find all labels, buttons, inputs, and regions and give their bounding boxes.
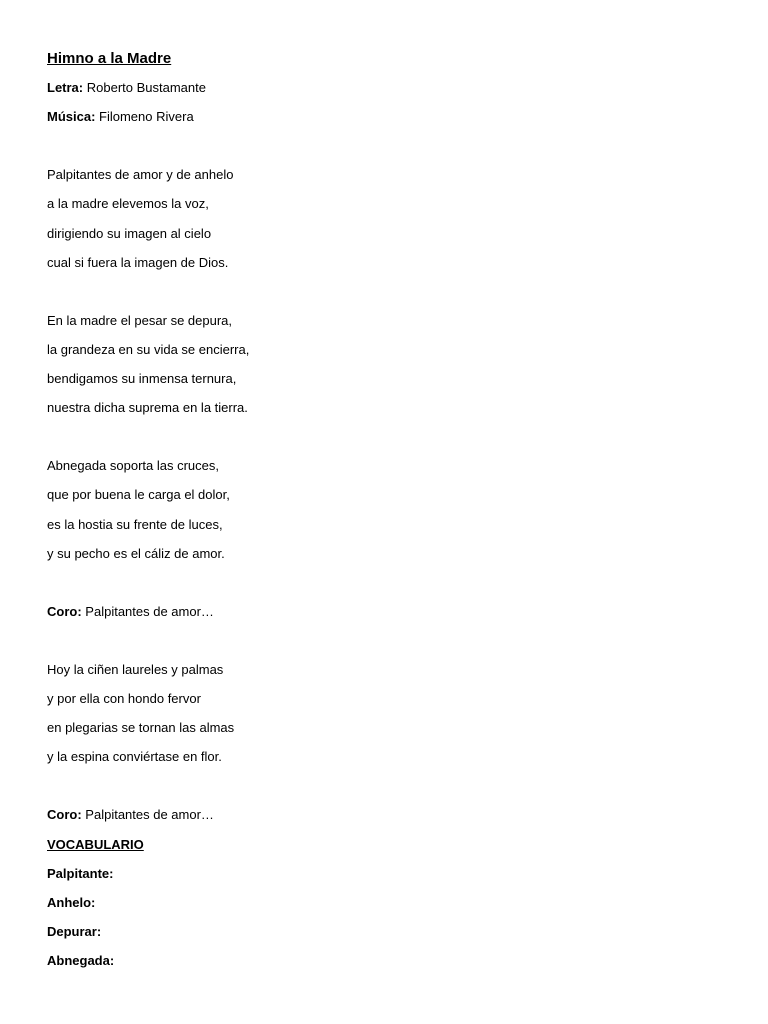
verse-line: la grandeza en su vida se encierra,: [47, 341, 250, 357]
spacer: [47, 131, 727, 160]
music-label: Música:: [47, 109, 96, 125]
spacer: [47, 626, 727, 655]
vocabulary-term: Abnegada:: [47, 952, 115, 968]
stanza-4: [47, 655, 727, 771]
verse-line: en plegarias se tornan las almas: [47, 720, 235, 736]
verse-line: cual si fuera la imagen de Dios.: [47, 254, 229, 270]
verse-line: a la madre elevemos la voz,: [47, 196, 209, 212]
lyrics-author: Roberto Bustamante: [86, 80, 206, 96]
verse-line: y su pecho es el cáliz de amor.: [47, 545, 225, 561]
verse-line: es la hostia su frente de luces,: [47, 516, 223, 532]
verse-line: dirigiendo su imagen al cielo: [47, 225, 212, 241]
stanza-1: [47, 160, 727, 276]
chorus-text: Palpitantes de amor…: [85, 603, 214, 619]
vocabulary-heading: VOCABULARIO: [47, 836, 144, 852]
lyrics-credit: [47, 73, 727, 102]
song-title: Himno a la Madre: [47, 50, 172, 67]
music-credit: [47, 102, 727, 131]
lyrics-label: Letra:: [47, 80, 84, 96]
verse-line: nuestra dicha suprema en la tierra.: [47, 400, 248, 416]
chorus-2: [47, 800, 727, 829]
verse-line: y por ella con hondo fervor: [47, 691, 201, 707]
stanza-2: [47, 306, 727, 422]
vocabulary-term: Depurar:: [47, 923, 102, 939]
vocabulary-list: [47, 859, 727, 975]
verse-line: bendigamos su inmensa ternura,: [47, 371, 237, 387]
vocabulary-term: Palpitante:: [47, 865, 114, 881]
chorus-label: Coro:: [47, 603, 82, 619]
verse-line: Palpitantes de amor y de anhelo: [47, 167, 234, 183]
vocabulary-term: Anhelo:: [47, 894, 96, 910]
chorus-1: [47, 597, 727, 626]
verse-line: y la espina conviértase en flor.: [47, 749, 222, 765]
music-author: Filomeno Rivera: [99, 109, 194, 125]
spacer: [47, 422, 727, 451]
chorus-label: Coro:: [47, 807, 82, 823]
verse-line: Abnegada soporta las cruces,: [47, 458, 219, 474]
spacer: [47, 771, 727, 800]
spacer: [47, 277, 727, 306]
spacer: [47, 568, 727, 597]
stanza-3: [47, 451, 727, 567]
verse-line: En la madre el pesar se depura,: [47, 312, 232, 328]
chorus-text: Palpitantes de amor…: [85, 807, 214, 823]
verse-line: que por buena le carga el dolor,: [47, 487, 230, 503]
verse-line: Hoy la ciñen laureles y palmas: [47, 661, 224, 677]
document-page: [47, 44, 727, 975]
